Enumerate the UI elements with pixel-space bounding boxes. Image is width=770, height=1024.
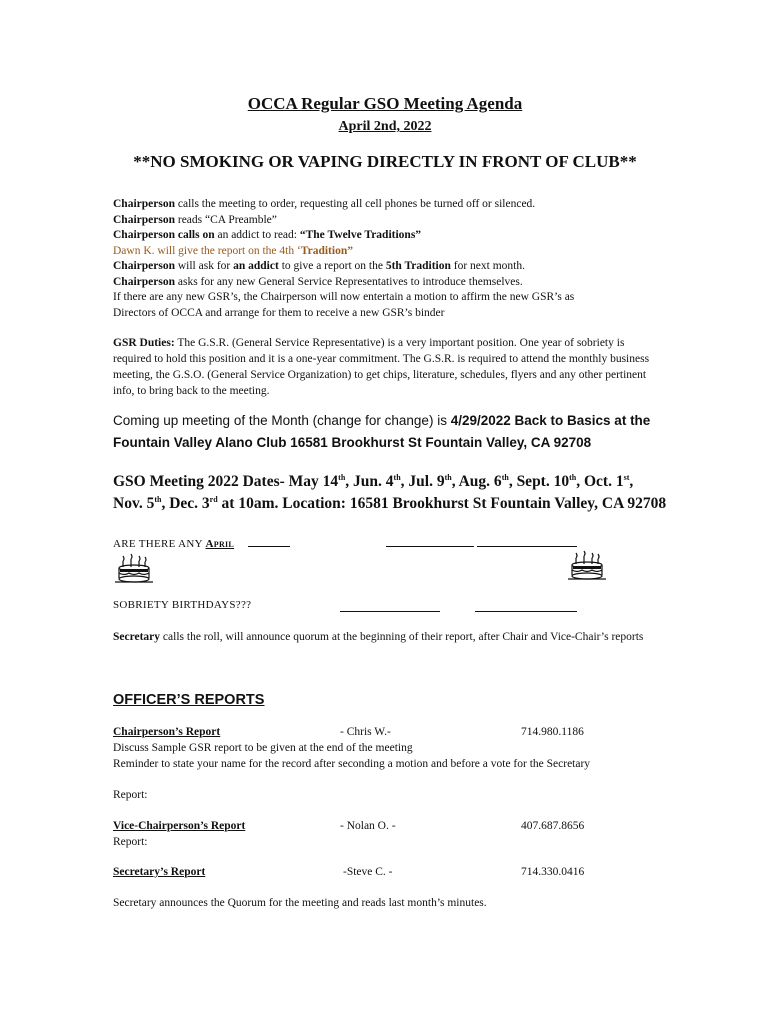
blank-line: [477, 534, 577, 547]
gsr-duties-text: The G.S.R. (General Service Representative) is a very important position. One year of sobriety is required to hold this position and it is a one-year commitment. The G.S.R. is required to attend the monthly business meeting, the G.S.O. (General Service Organization) to get chips, literature, schedules, flyers and any other pertinent info, to bring back to the meeting.: [113, 337, 650, 397]
tradition-report-text: Dawn K. will give the report on the 4th ‘: [113, 244, 301, 257]
opening-bold: 5th Tradition: [385, 260, 451, 272]
opening-line: Directors of OCCA and arrange for them to receive a new GSR’s binder: [113, 306, 445, 319]
date-text: ,: [629, 473, 634, 490]
opening-label: Chairperson: [113, 213, 175, 226]
birthday-cake-icon: [113, 552, 153, 588]
coming-up-meeting: [113, 410, 673, 454]
opening-procedures: [113, 197, 673, 321]
gso-dates-line: [113, 471, 673, 493]
secretary-report-title: Secretary’s Report: [113, 866, 206, 878]
secretary-name: -Steve C. -: [343, 866, 393, 878]
birthday-month: April: [205, 538, 235, 550]
sobriety-birthdays-label: SOBRIETY BIRTHDAYS???: [113, 599, 252, 611]
opening-bold: “The Twelve Traditions”: [299, 229, 422, 241]
opening-text: will ask for: [174, 260, 234, 272]
opening-label: Chairperson: [113, 198, 175, 210]
agenda-title: OCCA Regular GSO Meeting Agenda: [247, 94, 523, 113]
tradition-report-bold: Tradition”: [300, 244, 353, 257]
date-suffix: th: [154, 494, 162, 504]
date-suffix: th: [393, 472, 401, 482]
vice-chair-phone: 407.687.8656: [521, 820, 585, 832]
blank-line: [248, 534, 290, 547]
opening-text: calls the meeting to order, requesting all cell phones be turned off or silenced.: [174, 198, 536, 210]
secretary-roll-call: [113, 629, 658, 645]
chair-note: Reminder to state your name for the record after seconding a motion and before a vote for the Secretary: [113, 758, 591, 770]
officers-reports-heading: OFFICER’S REPORTS: [113, 692, 265, 708]
blank-line: [340, 599, 440, 612]
date-text: , Oct. 1: [576, 473, 624, 490]
chair-report-label: Report:: [113, 789, 148, 801]
date-suffix: th: [444, 472, 452, 482]
opening-line: [113, 259, 673, 275]
date-text: Nov. 5: [113, 495, 155, 512]
secretary-roll-text: calls the roll, will announce quorum at the beginning of their report, after Chair and Vice-Chair’s reports: [160, 631, 644, 643]
coming-up-text: Coming up meeting of the Month (change for change) is: [113, 413, 451, 428]
chair-phone: 714.980.1186: [521, 726, 584, 738]
birthdays-question: [113, 534, 290, 553]
date-text: , Jun. 4: [345, 473, 394, 490]
opening-text: an addict to read:: [214, 229, 300, 241]
opening-text: for next month.: [450, 260, 525, 272]
opening-line: [113, 213, 673, 229]
gso-dates-line: [113, 493, 673, 515]
tradition-report-line: [113, 244, 673, 260]
secretary-label: Secretary: [113, 631, 161, 643]
opening-line: [113, 228, 673, 244]
opening-line: [113, 275, 673, 291]
date-text: , Jul. 9: [400, 473, 445, 490]
chair-note: Discuss Sample GSR report to be given at the end of the meeting: [113, 742, 413, 754]
gso-meeting-dates: [113, 471, 673, 515]
date-text: GSO Meeting 2022 Dates- May 14: [113, 473, 339, 490]
vice-chair-name: - Nolan O. -: [340, 820, 396, 832]
chair-report-title: Chairperson’s Report: [113, 726, 221, 738]
date-suffix: st: [623, 472, 630, 482]
opening-line: If there are any new GSR’s, the Chairperson will now entertain a motion to affirm the new GSR’s as: [113, 291, 575, 303]
opening-label: Chairperson: [113, 260, 175, 272]
date-suffix: rd: [209, 494, 218, 504]
birthdays-text: ARE THERE ANY: [113, 538, 206, 550]
gsr-duties-paragraph: [113, 335, 661, 399]
date-text: , Aug. 6: [451, 473, 502, 490]
date-suffix: th: [569, 472, 577, 482]
date-text: at 10am. Location: 16581 Brookhurst St Fountain Valley, CA 92708: [217, 495, 667, 512]
vice-chair-report-title: Vice-Chairperson’s Report: [113, 820, 246, 832]
date-suffix: th: [338, 472, 346, 482]
coming-up-details: 4/29/2022 Back to Basics at the Fountain Valley Alano Club 16581 Brookhurst St Fountain Valley, CA 92708: [113, 413, 651, 450]
secretary-phone: 714.330.0416: [521, 866, 585, 878]
chair-name: - Chris W.-: [340, 726, 391, 738]
date-suffix: th: [501, 472, 509, 482]
birthday-cake-icon: [566, 549, 606, 585]
date-text: , Dec. 3: [161, 495, 210, 512]
opening-bold: an addict: [233, 260, 279, 272]
no-smoking-warning: **NO SMOKING OR VAPING DIRECTLY IN FRONT OF CLUB**: [133, 152, 637, 171]
vice-chair-report-label: Report:: [113, 836, 148, 848]
opening-text: to give a report on the: [278, 260, 386, 272]
agenda-date: April 2nd, 2022: [338, 119, 432, 134]
opening-line: [113, 197, 673, 213]
opening-label: Chairperson: [113, 275, 175, 288]
blank-line: [386, 534, 474, 547]
opening-label: Chairperson calls on: [113, 229, 215, 241]
gsr-duties-label: GSR Duties:: [113, 337, 175, 349]
date-text: , Sept. 10: [508, 473, 570, 490]
blank-line: [475, 599, 577, 612]
opening-text: reads “CA Preamble”: [174, 213, 277, 226]
secretary-note: Secretary announces the Quorum for the meeting and reads last month’s minutes.: [113, 897, 487, 909]
opening-text: asks for any new General Service Representatives to introduce themselves.: [174, 275, 523, 288]
